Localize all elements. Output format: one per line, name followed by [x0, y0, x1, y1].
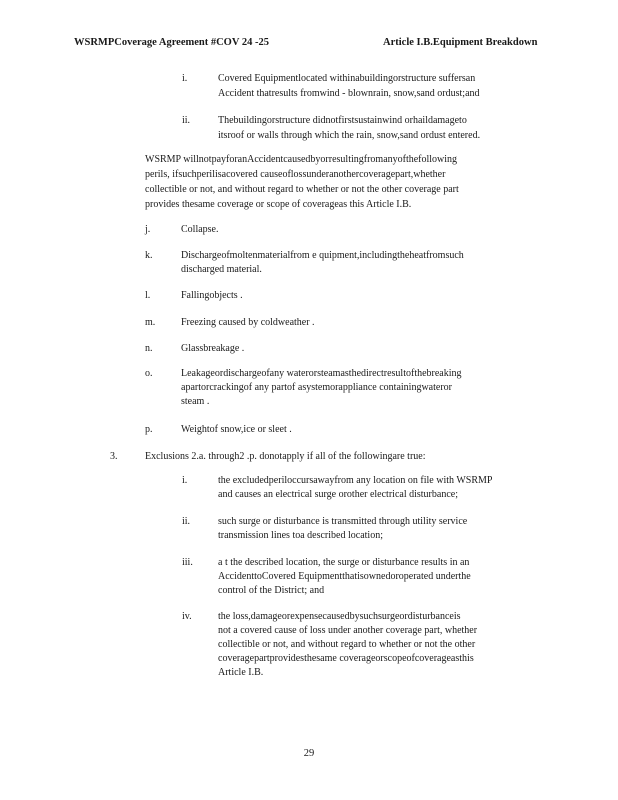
condition-item-line: collectible or not, and without regard to whether or not the other [218, 639, 476, 650]
peril-item-line: apartorcrackingof any partof asystemorappliance containingwateror [181, 382, 452, 393]
paragraph-line: WSRMP willnotpayforanAccidentcausedbyorresultingfromanyofthefollowing [145, 154, 458, 165]
condition-item-line: not a covered cause of loss under another coverage part, whether [218, 625, 478, 636]
condition-item-line: transmission lines toa described location; [218, 530, 383, 541]
peril-item-line: Leakageordischargeofany waterorsteamasthedirectresultofthebreaking [181, 368, 462, 379]
peril-item-number: k. [145, 250, 153, 261]
condition-item-line: control of the District; and [218, 585, 325, 596]
peril-item-line: discharged material. [181, 264, 262, 275]
top-item-line: Thebuildingorstructure didnotfirstsustainwind orhaildamageto [218, 115, 467, 126]
peril-item-line: Collapse. [181, 224, 219, 235]
peril-item-number: p. [145, 424, 153, 435]
condition-item-number: iii. [182, 557, 193, 568]
peril-item-line: steam . [181, 396, 210, 407]
condition-item-number: iv. [182, 611, 192, 622]
top-item-line: itsroof or walls through which the rain, snow,sand ordust entered. [218, 130, 481, 141]
condition-item-number: ii. [182, 516, 191, 527]
peril-item-line: Weightof snow,ice or sleet . [181, 424, 292, 435]
page-header-right: Article I.B.Equipment Breakdown [383, 37, 538, 48]
page-number: 29 [303, 748, 315, 759]
condition-item-line: coveragepartprovidesthesame coverageorscopeofcoverageasthis [218, 653, 474, 664]
peril-item-number: m. [145, 317, 156, 328]
condition-item-line: AccidenttoCovered Equipmentthatisownedoroperated underthe [218, 571, 471, 582]
condition-item-line: a t the described location, the surge or disturbance results in an [218, 557, 470, 568]
top-item-number: ii. [182, 115, 191, 126]
peril-item-line: Freezing caused by coldweather . [181, 317, 315, 328]
peril-item-line: Dischargeofmoltenmaterialfrom e quipment,includingtheheatfromsuch [181, 250, 464, 261]
peril-item-line: Fallingobjects . [181, 290, 243, 301]
paragraph-line: collectible or not, and without regard to whether or not the other coverage part [145, 184, 459, 195]
condition-item-line: such surge or disturbance is transmitted through utility service [218, 516, 468, 527]
section-3-text: Exclusions 2.a. through2 .p. donotapply if all of the followingare true: [145, 451, 426, 462]
paragraph-line: provides thesame coverage or scope of coverageas this Article I.B. [145, 199, 412, 210]
paragraph-line: perils, ifsuchperilisacovered causeoflossunderanothercoveragepart,whether [145, 169, 446, 180]
condition-item-line: Article I.B. [218, 667, 264, 678]
condition-item-line: the excludedperiloccursawayfrom any location on file with WSRMP [218, 475, 493, 486]
peril-item-number: n. [145, 343, 153, 354]
peril-item-line: Glassbreakage . [181, 343, 245, 354]
section-3-number: 3. [110, 451, 118, 462]
top-item-line: Accident thatresults fromwind - blownrain, snow,sand ordust;and [218, 88, 480, 99]
peril-item-number: j. [145, 224, 151, 235]
condition-item-line: and causes an electrical surge orother electrical disturbance; [218, 489, 458, 500]
peril-item-number: l. [145, 290, 151, 301]
page-header-left: WSRMPCoverage Agreement #COV 24 -25 [74, 37, 269, 48]
top-item-number: i. [182, 73, 188, 84]
condition-item-line: the loss,damageorexpensecausedbysuchsurgeordisturbanceis [218, 611, 461, 622]
peril-item-number: o. [145, 368, 153, 379]
top-item-line: Covered Equipmentlocated withinabuildingorstructure suffersan [218, 73, 476, 84]
condition-item-number: i. [182, 475, 188, 486]
